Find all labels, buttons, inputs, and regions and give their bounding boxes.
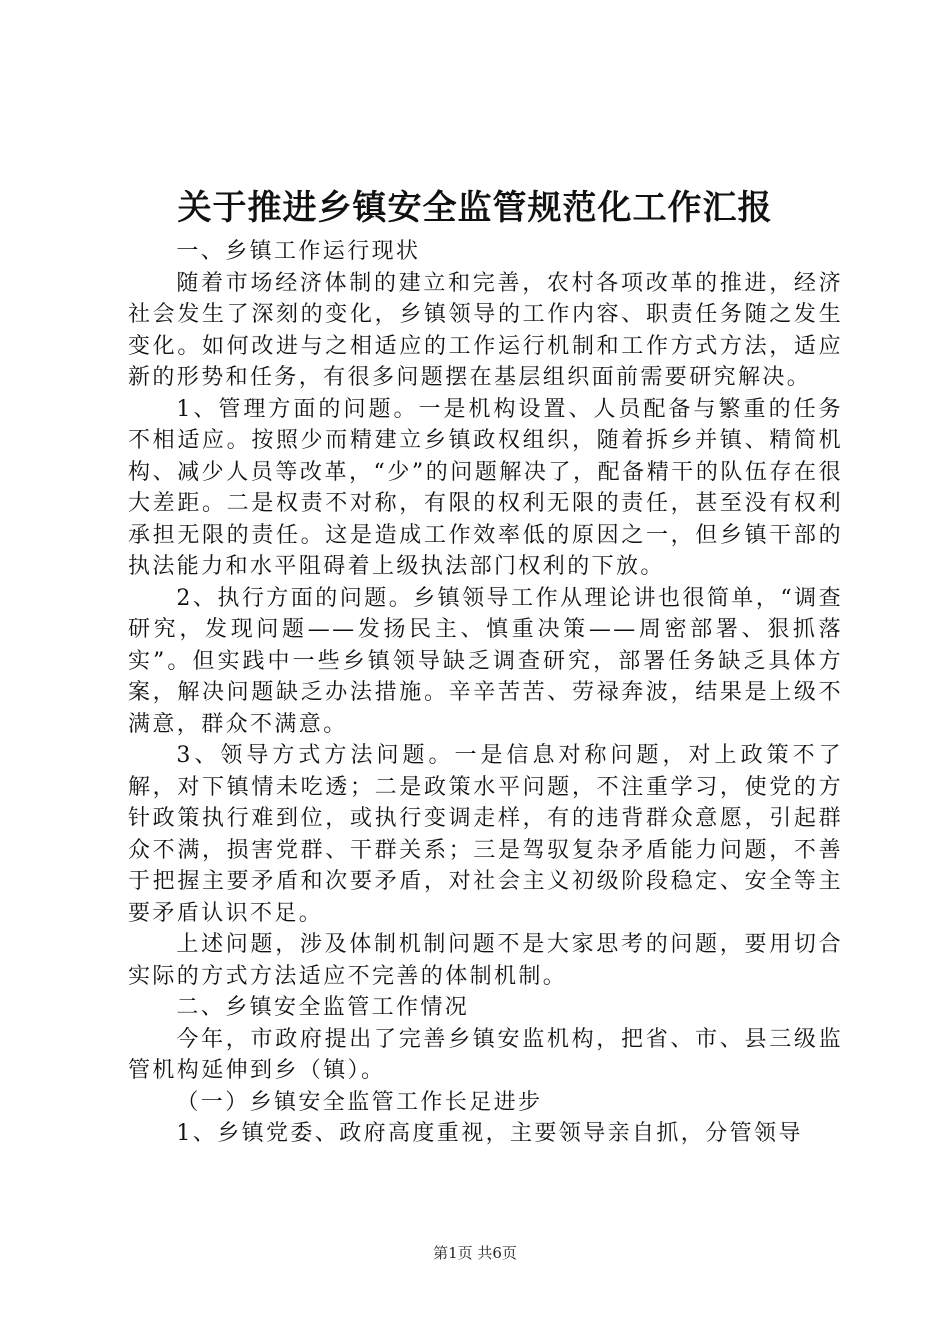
section-heading: 二、乡镇安全监管工作情况 xyxy=(176,995,470,1020)
subsection-heading: （一）乡镇安全监管工作长足进步 xyxy=(176,1089,543,1115)
document-title: 关于推进乡镇安全监管规范化工作汇报 xyxy=(177,188,773,228)
page-footer: 第1页 共6页 xyxy=(433,1244,517,1262)
paragraph: 1、乡镇党委、政府高度重视，主要领导亲自抓，分管领导 xyxy=(176,1121,803,1146)
document-body xyxy=(128,236,843,1150)
paragraph: 3、领导方式方法问题。一是信息对称问题，对上政策不了解，对下镇情未吃透；二是政策水平问题，不注重学习，使党的方针政策执行难到位，或执行变调走样，有的违背群众意愿，引起群众不满，损害党群、干群关系；三是驾驭复杂矛盾能力问题，不善于把握主要矛盾和次要矛盾，对社会主义初级阶段稳定、安全等主要矛盾认识不足。 xyxy=(128,743,843,926)
paragraph: 2、执行方面的问题。乡镇领导工作从理论讲也很简单，“调查研究，发现问题——发扬民主、慎重决策——周密部署、狠抓落实”。但实践中一些乡镇领导缺乏调查研究，部署任务缺乏具体方案，解决问题缺乏办法措施。辛辛苦苦、劳禄奔波，结果是上级不满意，群众不满意。 xyxy=(128,585,843,737)
paragraph: 上述问题，涉及体制机制问题不是大家思考的问题，要用切合实际的方式方法适应不完善的体制机制。 xyxy=(128,932,843,989)
paragraph: 今年，市政府提出了完善乡镇安监机构，把省、市、县三级监管机构延伸到乡（镇）。 xyxy=(128,1026,843,1083)
section-heading: 一、乡镇工作运行现状 xyxy=(176,239,421,264)
paragraph: 1、管理方面的问题。一是机构设置、人员配备与繁重的任务不相适应。按照少而精建立乡镇政权组织，随着拆乡并镇、精简机构、减少人员等改革，“少”的问题解决了，配备精干的队伍存在很大差距。二是权责不对称，有限的权利无限的责任，甚至没有权利承担无限的责任。这是造成工作效率低的原因之一，但乡镇干部的执法能力和水平阻碍着上级执法部门权利的下放。 xyxy=(128,396,843,579)
paragraph: 随着市场经济体制的建立和完善，农村各项改革的推进，经济社会发生了深刻的变化，乡镇领导的工作内容、职责任务随之发生变化。如何改进与之相适应的工作运行机制和工作方式方法，适应新的形势和任务，有很多问题摆在基层组织面前需要研究解决。 xyxy=(128,270,843,390)
